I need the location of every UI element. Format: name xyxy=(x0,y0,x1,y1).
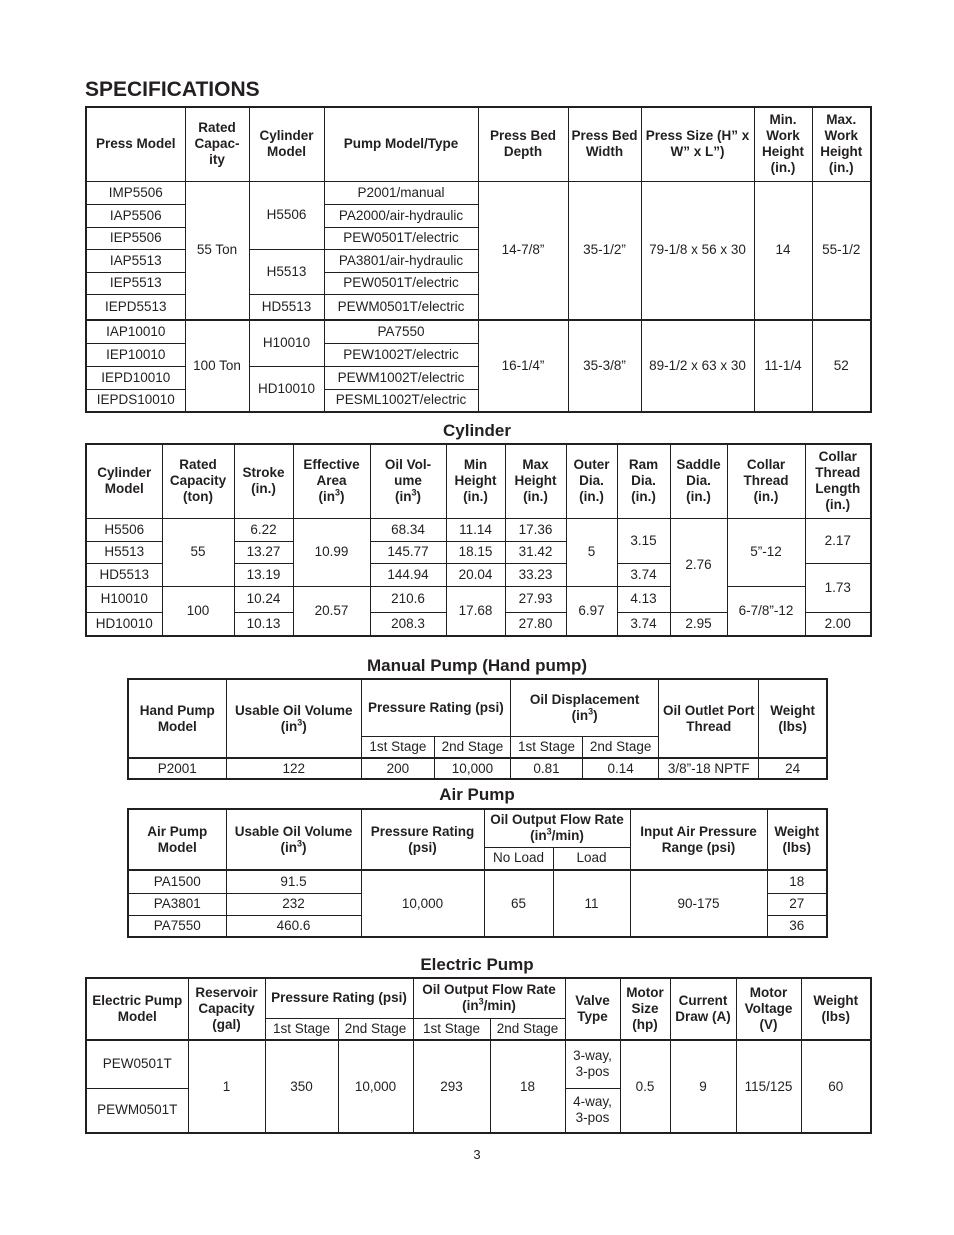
table-cell: PEWM0501T xyxy=(86,1088,188,1133)
table-cell: 5”-12 xyxy=(727,518,805,586)
header-weight: Weight (lbs) xyxy=(759,679,827,758)
table-cell: 10,000 xyxy=(338,1040,413,1133)
table-cell: 0.81 xyxy=(511,758,583,779)
table-cell: 35-1/2” xyxy=(568,181,641,320)
header-min-height: Min. Work Height (in.) xyxy=(754,107,812,181)
header-usable-oil-volume: Usable Oil Volume $(in^3)$ xyxy=(226,809,361,870)
header-pump-model: Pump Model/Type xyxy=(324,107,478,181)
table-cell: 27.93 xyxy=(505,586,566,612)
table-cell: 18 xyxy=(767,870,827,893)
header-bed-width: Press Bed Width xyxy=(568,107,641,181)
table-cell: HD5513 xyxy=(249,294,324,320)
header-stroke: Stroke (in.) xyxy=(234,444,293,518)
air-pump-title: Air Pump xyxy=(439,785,515,804)
table-cell: IEP5506 xyxy=(86,227,185,249)
table-cell: IEPDS10010 xyxy=(86,389,185,412)
header-collar-thread: Collar Thread (in.) xyxy=(727,444,805,518)
table-cell: 144.94 xyxy=(370,563,446,586)
header-pressure-rating: Pressure Rating (psi) xyxy=(361,679,510,736)
table-cell: 0.5 xyxy=(620,1040,670,1133)
header-oil-volume: Oil Vol-ume $(in^3)$ xyxy=(370,444,446,518)
header-input-air-pressure: Input Air Pressure Range (psi) xyxy=(630,809,767,870)
table-cell: 460.6 xyxy=(226,915,361,937)
table-cell: H5513 xyxy=(249,249,324,294)
table-cell: H5513 xyxy=(86,541,162,563)
header-oil-outlet-thread: Oil Outlet Port Thread xyxy=(659,679,759,758)
header-oil-output-flow: Oil Output Flow Rate $(in^3/\min)$ xyxy=(413,978,565,1018)
table-cell: 10.24 xyxy=(234,586,293,612)
subheader-stage-2: 2nd Stage xyxy=(490,1018,565,1040)
header-saddle-dia: Saddle Dia. (in.) xyxy=(670,444,727,518)
electric-pump-table xyxy=(85,977,872,1134)
table-cell: 27.80 xyxy=(505,612,566,636)
table-cell: PA7550 xyxy=(324,320,478,343)
table-cell: 13.27 xyxy=(234,541,293,563)
header-cylinder-model: Cylinder Model xyxy=(86,444,162,518)
header-motor-voltage: Motor Voltage (V) xyxy=(736,978,801,1040)
table-cell: IAP5506 xyxy=(86,204,185,227)
header-motor-size: Motor Size (hp) xyxy=(620,978,670,1040)
table-cell: IAP10010 xyxy=(86,320,185,343)
header-press-size: Press Size (H” x W” x L”) xyxy=(641,107,754,181)
table-cell: 3-way, 3-pos xyxy=(565,1040,620,1088)
table-cell: 232 xyxy=(226,893,361,915)
table-cell: H10010 xyxy=(86,586,162,612)
table-cell: 4.13 xyxy=(617,586,670,612)
table-cell: 145.77 xyxy=(370,541,446,563)
subheader-stage-1: 1st Stage xyxy=(413,1018,490,1040)
header-electric-pump-model: Electric Pump Model xyxy=(86,978,188,1040)
table-cell: 20.57 xyxy=(293,586,370,636)
table-cell: PEWM0501T/electric xyxy=(324,294,478,320)
header-rated-capacity: Rated Capac-ity xyxy=(185,107,249,181)
table-cell: 2.17 xyxy=(805,518,871,563)
table-cell: 17.36 xyxy=(505,518,566,541)
table-cell: IEPD5513 xyxy=(86,294,185,320)
table-cell: IAP5513 xyxy=(86,249,185,272)
header-pressure-rating: Pressure Rating (psi) xyxy=(265,978,413,1018)
table-cell: 10.99 xyxy=(293,518,370,586)
subheader-no-load: No Load xyxy=(484,847,553,870)
table-cell: 90-175 xyxy=(630,870,767,937)
cylinder-table xyxy=(85,443,872,637)
header-bed-depth: Press Bed Depth xyxy=(478,107,568,181)
table-cell: PEW0501T/electric xyxy=(324,227,478,249)
table-cell: 11-1/4 xyxy=(754,320,812,412)
table-cell: 3.74 xyxy=(617,612,670,636)
table-cell: HD10010 xyxy=(86,612,162,636)
table-cell: 1 xyxy=(188,1040,265,1133)
table-cell: 0.14 xyxy=(583,758,659,779)
table-cell: 2.76 xyxy=(670,518,727,612)
table-cell: 100 Ton xyxy=(185,320,249,412)
table-cell: PEW0501T xyxy=(86,1040,188,1088)
header-max-height: Max Height (in.) xyxy=(505,444,566,518)
page-title: SPECIFICATIONS xyxy=(85,78,260,101)
table-cell: IEPD10010 xyxy=(86,366,185,389)
header-pressure-rating: Pressure Rating (psi) xyxy=(361,809,484,870)
header-valve-type: Valve Type xyxy=(565,978,620,1040)
table-cell: 55-1/2 xyxy=(812,181,871,320)
table-cell: HD5513 xyxy=(86,563,162,586)
table-cell: P2001/manual xyxy=(324,181,478,204)
page-number: 3 xyxy=(473,1147,481,1162)
subheader-load: Load xyxy=(553,847,630,870)
subheader-stage-2: 2nd Stage xyxy=(338,1018,413,1040)
table-cell: 4-way, 3-pos xyxy=(565,1088,620,1133)
table-cell: IMP5506 xyxy=(86,181,185,204)
table-cell: 2.95 xyxy=(670,612,727,636)
specifications-table xyxy=(85,106,872,413)
header-effective-area: Effective Area $(in^3)$ xyxy=(293,444,370,518)
table-cell: 115/125 xyxy=(736,1040,801,1133)
header-oil-output-flow: Oil Output Flow Rate $(in^3/\min)$ xyxy=(484,809,630,847)
table-cell: 33.23 xyxy=(505,563,566,586)
table-cell: 6.97 xyxy=(566,586,617,636)
header-min-height: Min Height (in.) xyxy=(446,444,505,518)
table-cell: 10.13 xyxy=(234,612,293,636)
table-cell: H10010 xyxy=(249,320,324,366)
table-cell: 122 xyxy=(226,758,361,779)
header-oil-displacement: Oil Displacement $(in^3)$ xyxy=(511,679,659,736)
table-cell: 100 xyxy=(162,586,234,636)
table-cell: 10,000 xyxy=(434,758,510,779)
table-cell: 1.73 xyxy=(805,563,871,612)
table-cell: 6-7/8”-12 xyxy=(727,586,805,636)
table-cell: 3.15 xyxy=(617,518,670,563)
table-cell: 11.14 xyxy=(446,518,505,541)
table-cell: 17.68 xyxy=(446,586,505,636)
table-cell: 31.42 xyxy=(505,541,566,563)
table-cell: PA1500 xyxy=(128,870,226,893)
table-cell: 27 xyxy=(767,893,827,915)
table-cell: 65 xyxy=(484,870,553,937)
table-cell: 11 xyxy=(553,870,630,937)
subheader-stage-1: 1st Stage xyxy=(265,1018,338,1040)
table-cell: 36 xyxy=(767,915,827,937)
table-cell: 10,000 xyxy=(361,870,484,937)
header-weight: Weight (lbs) xyxy=(801,978,871,1040)
air-pump-table xyxy=(127,808,828,938)
table-cell: H5506 xyxy=(249,181,324,249)
table-cell: 55 Ton xyxy=(185,181,249,320)
table-cell: P2001 xyxy=(128,758,226,779)
table-cell: 350 xyxy=(265,1040,338,1133)
table-cell: 208.3 xyxy=(370,612,446,636)
table-cell: 3.74 xyxy=(617,563,670,586)
header-rated-capacity: Rated Capacity (ton) xyxy=(162,444,234,518)
table-cell: 20.04 xyxy=(446,563,505,586)
header-ram-dia: Ram Dia. (in.) xyxy=(617,444,670,518)
table-cell: 79-1/8 x 56 x 30 xyxy=(641,181,754,320)
table-cell: PA3801 xyxy=(128,893,226,915)
header-press-model: Press Model xyxy=(86,107,185,181)
subheader-stage-2: 2nd Stage xyxy=(434,736,510,758)
header-weight: Weight (lbs) xyxy=(767,809,827,870)
table-cell: PEW1002T/electric xyxy=(324,343,478,366)
table-cell: 14-7/8” xyxy=(478,181,568,320)
header-usable-oil-volume: Usable Oil Volume $(in^3)$ xyxy=(226,679,361,758)
table-cell: 210.6 xyxy=(370,586,446,612)
header-cylinder-model: Cylinder Model xyxy=(249,107,324,181)
table-cell: 60 xyxy=(801,1040,871,1133)
header-current-draw: Current Draw (A) xyxy=(670,978,736,1040)
table-cell: 6.22 xyxy=(234,518,293,541)
table-cell: H5506 xyxy=(86,518,162,541)
table-cell: 24 xyxy=(759,758,827,779)
table-cell: 18 xyxy=(490,1040,565,1133)
table-cell: IEP5513 xyxy=(86,272,185,294)
header-hand-pump-model: Hand Pump Model xyxy=(128,679,226,758)
table-cell: 68.34 xyxy=(370,518,446,541)
table-cell: PEWM1002T/electric xyxy=(324,366,478,389)
table-cell: HD10010 xyxy=(249,366,324,412)
header-outer-dia: Outer Dia. (in.) xyxy=(566,444,617,518)
table-cell: 5 xyxy=(566,518,617,586)
table-cell: 200 xyxy=(361,758,434,779)
table-cell: 55 xyxy=(162,518,234,586)
subheader-stage-2: 2nd Stage xyxy=(583,736,659,758)
header-air-pump-model: Air Pump Model xyxy=(128,809,226,870)
table-cell: PESML1002T/electric xyxy=(324,389,478,412)
table-cell: 52 xyxy=(812,320,871,412)
table-cell: PA3801/air-hydraulic xyxy=(324,249,478,272)
table-cell: 9 xyxy=(670,1040,736,1133)
electric-pump-title: Electric Pump xyxy=(420,955,534,974)
manual-pump-table xyxy=(127,678,828,780)
manual-pump-title: Manual Pump (Hand pump) xyxy=(366,656,588,675)
table-cell: PA2000/air-hydraulic xyxy=(324,204,478,227)
table-cell: PA7550 xyxy=(128,915,226,937)
table-cell: 91.5 xyxy=(226,870,361,893)
table-cell: 3/8”-18 NPTF xyxy=(659,758,759,779)
header-collar-thread-length: Collar Thread Length (in.) xyxy=(805,444,871,518)
subheader-stage-1: 1st Stage xyxy=(361,736,434,758)
table-cell: 18.15 xyxy=(446,541,505,563)
table-cell: 35-3/8” xyxy=(568,320,641,412)
table-cell: 14 xyxy=(754,181,812,320)
header-max-height: Max. Work Height (in.) xyxy=(812,107,871,181)
table-cell: 2.00 xyxy=(805,612,871,636)
table-cell: 13.19 xyxy=(234,563,293,586)
cylinder-title: Cylinder xyxy=(442,421,512,440)
table-cell: 293 xyxy=(413,1040,490,1133)
table-cell: 89-1/2 x 63 x 30 xyxy=(641,320,754,412)
table-cell: PEW0501T/electric xyxy=(324,272,478,294)
subheader-stage-1: 1st Stage xyxy=(511,736,583,758)
table-cell: IEP10010 xyxy=(86,343,185,366)
table-cell: 16-1/4” xyxy=(478,320,568,412)
header-reservoir-capacity: Reservoir Capacity (gal) xyxy=(188,978,265,1040)
